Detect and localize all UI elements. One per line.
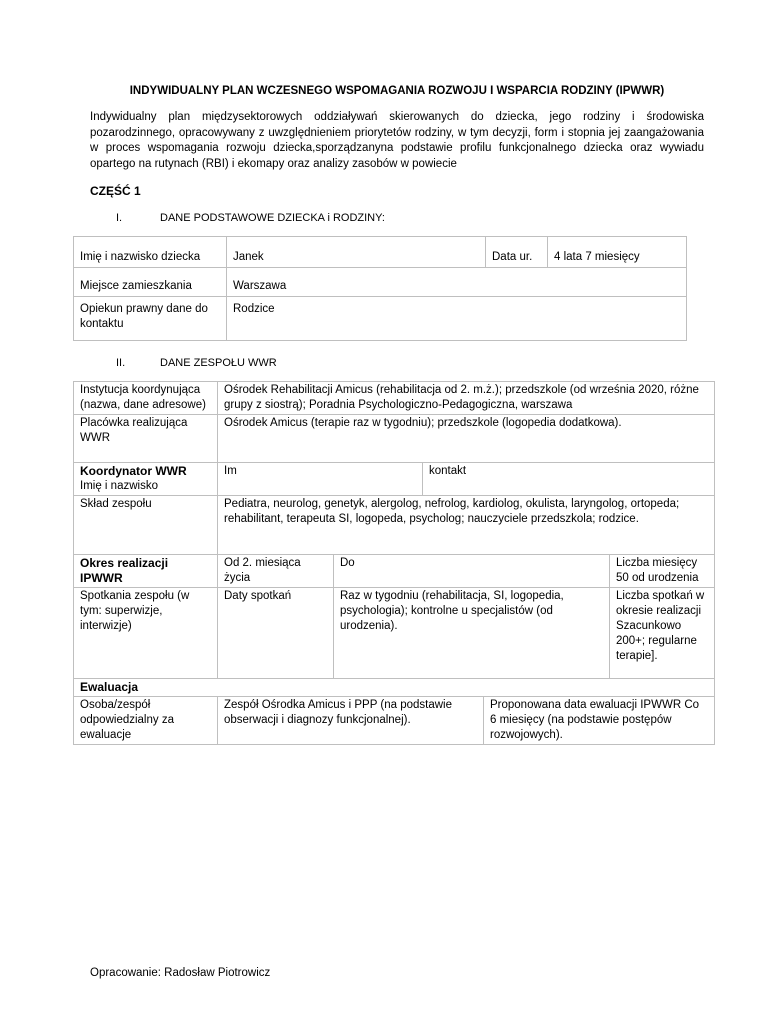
table-row: [74, 237, 687, 268]
evaluation-person-value: Zespół Ośrodka Amicus i PPP (na podstawie obserwacji i diagnozy funkcjonalnej).: [218, 697, 484, 745]
evaluation-person-label: Osoba/zespół odpowiedzialny za ewaluacje: [74, 697, 218, 745]
section-number: II.: [116, 357, 126, 369]
months-count: Liczba miesięcy 50 od urodzenia: [610, 555, 715, 588]
table-row: [74, 555, 715, 588]
guardian-label: Opiekun prawny dane do kontaktu: [74, 297, 227, 341]
coordinator-name: Im: [218, 463, 423, 496]
section-label: DANE PODSTAWOWE DZIECKA i RODZINY:: [160, 212, 385, 224]
coordinator-contact: kontakt: [423, 463, 715, 496]
document-title: INDYWIDUALNY PLAN WCZESNEGO WSPOMAGANIA ROZWOJU I WSPARCIA RODZINY (IPWWR): [129, 85, 665, 97]
intro-paragraph: Indywidualny plan międzysektorowych oddziaływań skierowanych do dziecka, jego rodziny i środowiska pozarodzinnego, opracowywany z uwzględnieniem priorytetów rodziny, w tym decyzji, form i stopnia jej zaangażowania w proces wspomagania rozwoju dziecka,sporządzanyna podstawie profilu funkcjonalnego dziecka oraz wywiadu opartego na rutynach (RBI) i ekomapy oraz analizy zasobów w powiecie: [90, 111, 704, 170]
team-data-table: [73, 381, 715, 745]
meetings-count: Liczba spotkań w okresie realizacji Szacunkowo 200+; regularne terapie].: [610, 588, 715, 679]
coordinator-sublabel: Imię i nazwisko: [80, 480, 158, 492]
part-heading: CZĘŚĆ 1: [90, 184, 141, 198]
period-from: Od 2. miesiąca życia: [218, 555, 334, 588]
table-row: [74, 415, 715, 463]
section-number: I.: [116, 212, 123, 224]
residence-value: Warszawa: [227, 268, 687, 297]
section-label: DANE ZESPOŁU WWR: [160, 357, 277, 369]
section-heading-team-data: [116, 356, 277, 371]
table-row: [74, 588, 715, 679]
institution-value: Ośrodek Rehabilitacji Amicus (rehabilitacja od 2. m.ż.); przedszkole (od września 2020, różne grupy z siostrą); Poradnia Psychologiczno-Pedagogiczna, warszawa: [218, 382, 715, 415]
coordinator-label: Koordynator WWR: [80, 464, 187, 478]
meetings-label: Spotkania zespołu (w tym: superwizje, interwizje): [74, 588, 218, 679]
section-heading-basic-data: [116, 211, 385, 226]
child-name-label: Imię i nazwisko dziecka: [74, 237, 227, 268]
evaluation-date: Proponowana data ewaluacji IPWWR Co 6 miesięcy (na podstawie postępów rozwojowych).: [484, 697, 715, 745]
child-data-table: [73, 236, 687, 341]
facility-value: Ośrodek Amicus (terapie raz w tygodniu); przedszkole (logopedia dodatkowa).: [218, 415, 715, 463]
table-row: [74, 268, 687, 297]
table-row: [74, 496, 715, 555]
table-row: [74, 382, 715, 415]
child-name-value: Janek: [227, 237, 486, 268]
team-label: Skład zespołu: [74, 496, 218, 555]
table-row: [74, 463, 715, 496]
institution-label: Instytucja koordynująca (nazwa, dane adresowe): [74, 382, 218, 415]
period-to: Do: [334, 555, 610, 588]
facility-label: Placówka realizująca WWR: [74, 415, 218, 463]
guardian-value: Rodzice: [227, 297, 687, 341]
period-label: Okres realizacji IPWWR: [74, 555, 218, 588]
table-row: [74, 679, 715, 697]
dob-label: Data ur.: [486, 237, 548, 268]
residence-label: Miejsce zamieszkania: [74, 268, 227, 297]
coordinator-label-cell: [74, 463, 218, 496]
table-row: [74, 297, 687, 341]
meetings-dates-label: Daty spotkań: [218, 588, 334, 679]
meetings-description: Raz w tygodniu (rehabilitacja, SI, logopedia, psychologia); kontrolne u specjalistów (od urodzenia).: [334, 588, 610, 679]
footer-author: Opracowanie: Radosław Piotrowicz: [90, 967, 271, 979]
team-value: Pediatra, neurolog, genetyk, alergolog, nefrolog, kardiolog, okulista, laryngolog, ortopeda; rehabilitant, terapeuta SI, logopeda, psycholog; nauczyciele przedszkola; rodzice.: [218, 496, 715, 555]
dob-value: 4 lata 7 miesięcy: [548, 237, 687, 268]
table-row: [74, 697, 715, 745]
evaluation-heading: Ewaluacja: [74, 679, 715, 697]
